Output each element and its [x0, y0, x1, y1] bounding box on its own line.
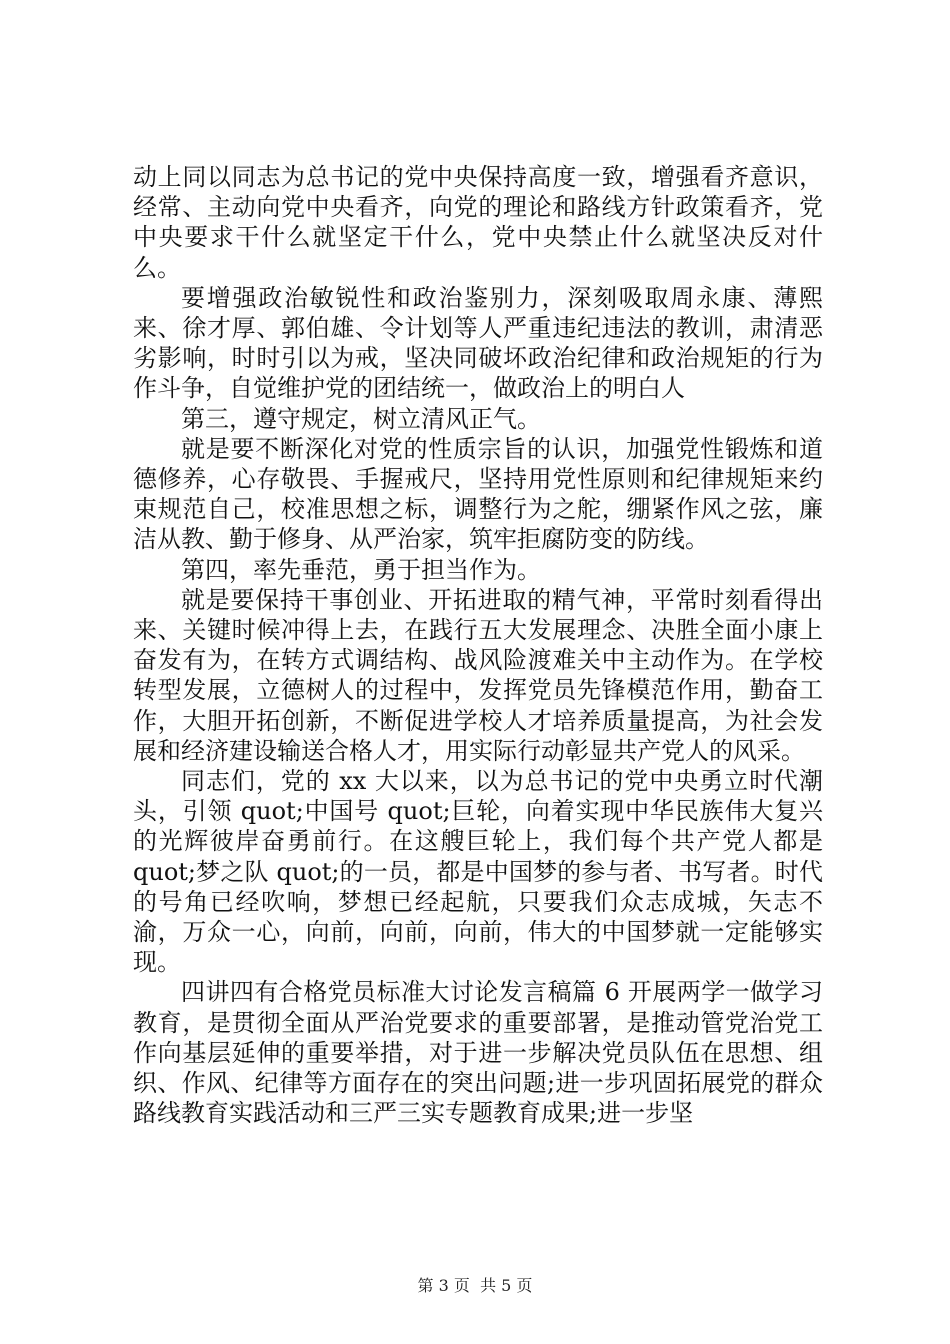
paragraph-1: 动上同以同志为总书记的党中央保持高度一致，增强看齐意识，经常、主动向党中央看齐，向党的理论和路线方针政策看齐，党中央要求干什么就坚定干什么，党中央禁止什么就坚决反对什么。	[133, 163, 823, 282]
paragraph-7: 同志们，党的 xx 大以来，以为总书记的党中央勇立时代潮头，引领 quot;中国号 quot;巨轮，向着实现中华民族伟大复兴的光辉彼岸奋勇前行。在这艘巨轮上，我们每个共产党人都是 quot;梦之队 quot;的一员，都是中国梦的参与者、书写者。时代的号角已经吹响，梦想已经起航，只要我们众志成城，矢志不渝，万众一心，向前，向前，向前，伟大的中国梦就一定能够实现。	[133, 767, 823, 977]
paragraph-4: 就是要不断深化对党的性质宗旨的认识，加强党性锻炼和道德修养，心存敬畏、手握戒尺，坚持用党性原则和纪律规矩来约束规范自己，校准思想之标，调整行为之舵，绷紧作风之弦，廉洁从教、勤于修身、从严治家，筑牢拒腐防变的防线。	[133, 434, 823, 554]
paragraph-3-heading: 第三，遵守规定，树立清风正气。	[181, 404, 541, 433]
page-number: 第 3 页	[417, 1276, 470, 1295]
paragraph-8: 四讲四有合格党员标准大讨论发言稿篇 6 开展两学一做学习教育，是贯彻全面从严治党要求的重要部署，是推动管党治党工作向基层延伸的重要举措，对于进一步解决党员队伍在思想、组织、作风、纪律等方面存在的突出问题;进一步巩固拓展党的群众路线教育实践活动和三严三实专题教育成果;进一步坚	[133, 978, 823, 1128]
paragraph-2: 要增强政治敏锐性和政治鉴别力，深刻吸取周永康、薄熙来、徐才厚、郭伯雄、令计划等人严重违纪违法的教训，肃清恶劣影响，时时引以为戒，坚决同破坏政治纪律和政治规矩的行为作斗争，自觉维护党的团结统一，做政治上的明白人	[133, 283, 823, 403]
footer-separator	[470, 1276, 480, 1295]
paragraph-6: 就是要保持干事创业、开拓进取的精气神，平常时刻看得出来、关键时候冲得上去，在践行五大发展理念、决胜全面小康上奋发有为，在转方式调结构、战风险渡难关中主动作为。在学校转型发展，立德树人的过程中，发挥党员先锋模范作用，勤奋工作，大胆开拓创新，不断促进学校人才培养质量提高，为社会发展和经济建设输送合格人才，用实际行动彰显共产党人的风采。	[133, 585, 823, 765]
document-body	[133, 162, 823, 1129]
page-footer	[0, 1273, 950, 1296]
page-total: 共 5 页	[480, 1276, 533, 1295]
paragraph-5-heading: 第四，率先垂范，勇于担当作为。	[181, 555, 541, 584]
